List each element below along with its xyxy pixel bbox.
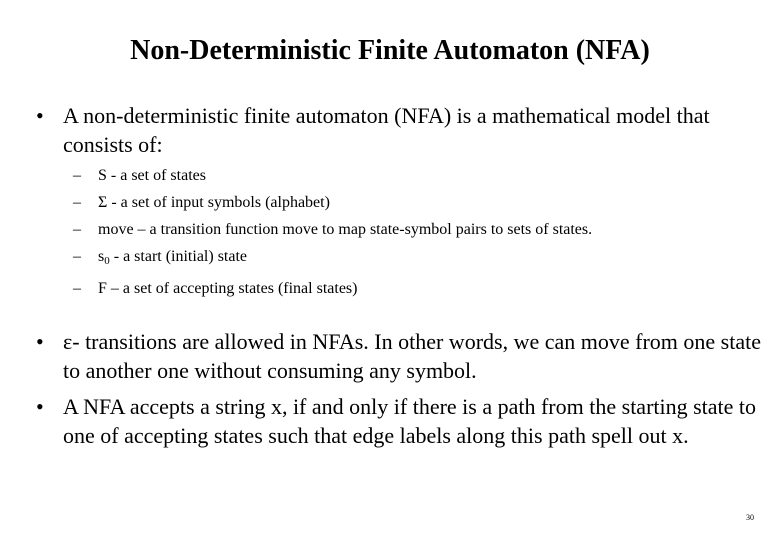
list-item-final-states — [73, 275, 763, 302]
list-item-text: Σ - a set of input symbols (alphabet) — [98, 194, 330, 211]
bullet-text: A NFA accepts a string x, if and only if there is a path from the starting state to one of accepting states such that edge labels along this path spell out x. — [63, 394, 757, 448]
bullet-epsilon-transitions — [36, 327, 764, 385]
bullet-text: A non-deterministic finite automaton (NFA) is a mathematical model that consists of: — [63, 103, 710, 157]
list-item-move — [73, 216, 763, 243]
dash-marker: – — [73, 221, 81, 238]
list-item-start-state — [73, 243, 763, 275]
bullet-marker: • — [36, 394, 44, 419]
dash-marker: – — [73, 280, 81, 297]
bullet-nfa-definition — [36, 101, 764, 159]
list-item-alphabet — [73, 189, 763, 216]
list-item-states — [73, 162, 763, 189]
list-item-text: move – a transition function move to map state-symbol pairs to sets of states. — [98, 221, 593, 238]
bullet-marker: • — [36, 103, 44, 128]
list-item-text: - a start (initial) state — [109, 248, 248, 265]
bullet-text: ε- transitions are allowed in NFAs. In other words, we can move from one state to another one without consuming any symbol. — [63, 329, 761, 383]
dash-marker: – — [73, 248, 81, 265]
start-state-subscript: 0 — [104, 255, 110, 267]
slide-title: Non-Deterministic Finite Automaton (NFA) — [130, 35, 650, 66]
start-state-symbol: s — [98, 248, 105, 265]
bullet-acceptance — [36, 392, 764, 450]
list-item-text: S - a set of states — [98, 167, 206, 184]
page-number: 30 — [746, 513, 754, 522]
bullet-marker: • — [36, 329, 44, 354]
nfa-components-list — [73, 162, 763, 302]
dash-marker: – — [73, 194, 81, 211]
list-item-text: F – a set of accepting states (final states) — [98, 280, 358, 297]
dash-marker: – — [73, 167, 81, 184]
